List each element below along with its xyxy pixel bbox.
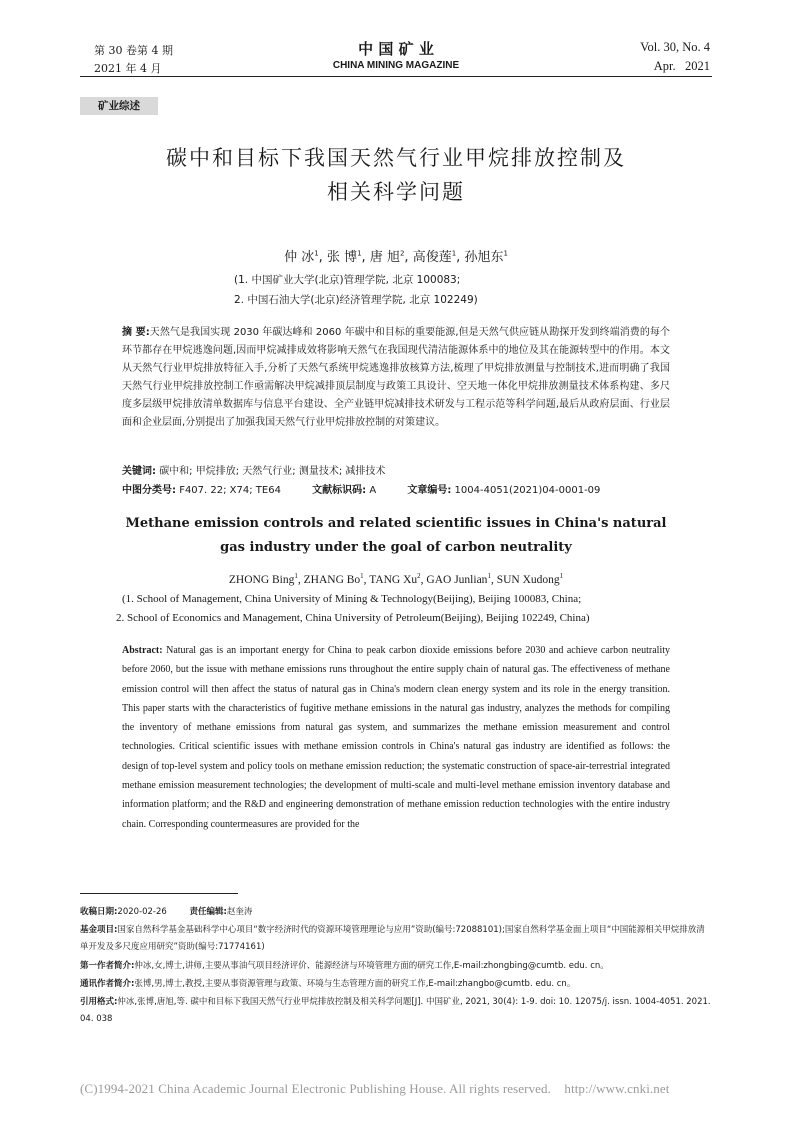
- title-cn-line2: 相关科学问题: [327, 180, 465, 204]
- received-date: 2020-02-26: [117, 907, 167, 917]
- author-en: ZHANG Bo: [303, 573, 361, 586]
- article-number: 1004-4051(2021)04-0001-09: [454, 485, 601, 496]
- journal-name-cn: 中 国 矿 业: [358, 40, 434, 58]
- footnote-rule: [80, 893, 238, 894]
- authors-en: ZHONG Bing$^1$, ZHANG Bo$^1$, TANG Xu$^2$, GAO Junlian$^1$, SUN Xudong$^1$: [228, 572, 564, 586]
- abstract-en-text: Natural gas is an important energy for China to peak carbon dioxide emissions before 2030 and achieve carbon neutrality before 2060, but the issue with methane emissions runs throughout the entire supply chain of natural gas. The effectiveness of methane emission control will then affect the status of natural gas in China's modern clean energy system and its role in the energy transition. This paper starts with the characteristics of fugitive methane emissions in the natural gas industry, analyzes the methods for compiling the inventory of methane emissions from natural gas system, and summarizes the methane emission measurement and control technologies. Critical scientific issues with methane emission controls in China's natural gas industry are identified as follows: the design of top-level system and policy tools on methane emission reduction; the systematic construction of space-air-terrestrial integrated methane emission measurement technologies; the development of multi-scale and multi-level methane emission inventory database and information platform; and the R&D and engineering demonstration of methane emission reduction technologies with the entire industry chain. Corresponding countermeasures are provided for the: [122, 645, 670, 830]
- affiliation-en-1: (1. School of Management, China University of Mining & Technology(Beijing), Beijing 100083, China;: [122, 593, 582, 605]
- author-cn: 孙旭东: [464, 250, 504, 265]
- affiliation-cn-2: 2. 中国石油大学(北京)经济管理学院, 北京 102249): [234, 294, 478, 306]
- title-cn-line1: 碳中和目标下我国天然气行业甲烷排放控制及: [166, 146, 626, 170]
- affiliation-cn-1: (1. 中国矿业大学(北京)管理学院, 北京 100083;: [234, 274, 461, 286]
- volume-issue-cn: 第 30 卷第 4 期: [94, 44, 173, 57]
- first-author-note: 第一作者简介:仲冰,女,博士,讲师,主要从事油气项目经济评价、能源经济与环境管理方面的研究工作,E-mail:zhongbing@cumtb. edu. cn。: [80, 961, 609, 971]
- copyright-watermark: (C)1994-2021 China Academic Journal Electronic Publishing House. All rights reserved. http://www.cnki.net: [80, 1081, 670, 1096]
- received-line: 收稿日期:2020-02-26 责任编辑:赵奎涛: [80, 907, 253, 917]
- title-en-line2: gas industry under the goal of carbon neutrality: [220, 540, 572, 555]
- document-code: A: [369, 485, 377, 496]
- date-cn: 2021 年 4 月: [94, 62, 162, 75]
- author-en: GAO Junlian: [426, 573, 488, 586]
- volume-issue-en: Vol. 30, No. 4: [640, 40, 710, 54]
- date-en: Apr. 2021: [653, 59, 710, 73]
- author-cn: 高俊莲: [412, 250, 452, 265]
- author-cn: 仲 冰: [284, 250, 315, 265]
- journal-name-en: CHINA MINING MAGAZINE: [332, 60, 460, 71]
- abstract-en: [122, 641, 670, 834]
- corresponding-author-note: 通讯作者简介:张博,男,博士,教授,主要从事资源管理与政策、环境与生态管理方面的研究工作,E-mail:zhangbo@cumtb. edu. cn。: [80, 979, 576, 989]
- abstract-cn-label: 摘 要:: [122, 327, 150, 338]
- title-en-line1: Methane emission controls and related scientific issues in China's natural: [125, 516, 667, 531]
- section-tag: 矿业综述: [80, 97, 158, 115]
- keywords-text: 碳中和; 甲烷排放; 天然气行业; 测量技术; 减排技术: [159, 466, 386, 477]
- keywords-cn: [122, 462, 682, 477]
- abstract-cn: [122, 324, 670, 432]
- abstract-cn-text: 天然气是我国实现 2030 年碳达峰和 2060 年碳中和目标的重要能源,但是天然气供应链从勘探开发到终端消费的每个环节都存在甲烷逃逸问题,因而甲烷减排成效将影响天然气在我国现代清洁能源体系中的地位及其在能源转型中的作用。本文从天然气行业甲烷排放特征入手,分析了天然气系统甲烷逃逸排放核算方法,梳理了甲烷排放测量与控制技术,进而明确了我国天然气行业甲烷排放控制工作亟需解决甲烷减排顶层制度与政策工具设计、空天地一体化甲烷排放测量技术体系构建、多尺度多层级甲烷排放清单数据库与信息平台建设、全产业链甲烷减排技术研发与工程示范等科学问题,最后从政府层面、行业层面和企业层面,分别提出了加强我国天然气行业甲烷排放控制的对策建议。: [122, 327, 671, 428]
- author-en: ZHONG Bing: [228, 573, 295, 586]
- classification-line: 中图分类号: F407. 22; X74; TE64 文献标识码: A 文章编号: 1004-4051(2021)04-0001-09: [122, 485, 601, 496]
- header-rule: [80, 76, 712, 77]
- author-en: SUN Xudong: [496, 573, 560, 586]
- author-cn: 唐 旭: [369, 250, 400, 265]
- editor-name: 赵奎涛: [226, 907, 253, 917]
- fund-note: 基金项目:国家自然科学基金基础科学中心项目“数字经济时代的资源环境管理理论与应用”资助(编号:72088101);国家自然科学基金面上项目“中国能源相关甲烷排放清单开发及多尺度应用研究”资助(编号:71774161): [80, 925, 705, 952]
- affiliation-en-2: 2. School of Economics and Management, China University of Petroleum(Beijing), Beijing 102249, China): [116, 612, 590, 624]
- keywords-label: 关键词:: [122, 466, 156, 477]
- author-cn: 张 博: [326, 250, 358, 265]
- clc-number: F407. 22; X74; TE64: [179, 485, 281, 496]
- authors-cn: 仲 冰$^1$, 张 博$^1$, 唐 旭$^2$, 高俊莲$^1$, 孙旭东$^1$: [284, 249, 508, 265]
- citation-note: 引用格式:仲冰,张博,唐旭,等. 碳中和目标下我国天然气行业甲烷排放控制及相关科学问题[J]. 中国矿业, 2021, 30(4): 1-9. doi: 10. 12075/j. issn. 1004-4051. 2021. 04. 038: [80, 997, 711, 1024]
- author-en: TANG Xu: [369, 573, 418, 586]
- abstract-en-label: Abstract:: [122, 645, 163, 656]
